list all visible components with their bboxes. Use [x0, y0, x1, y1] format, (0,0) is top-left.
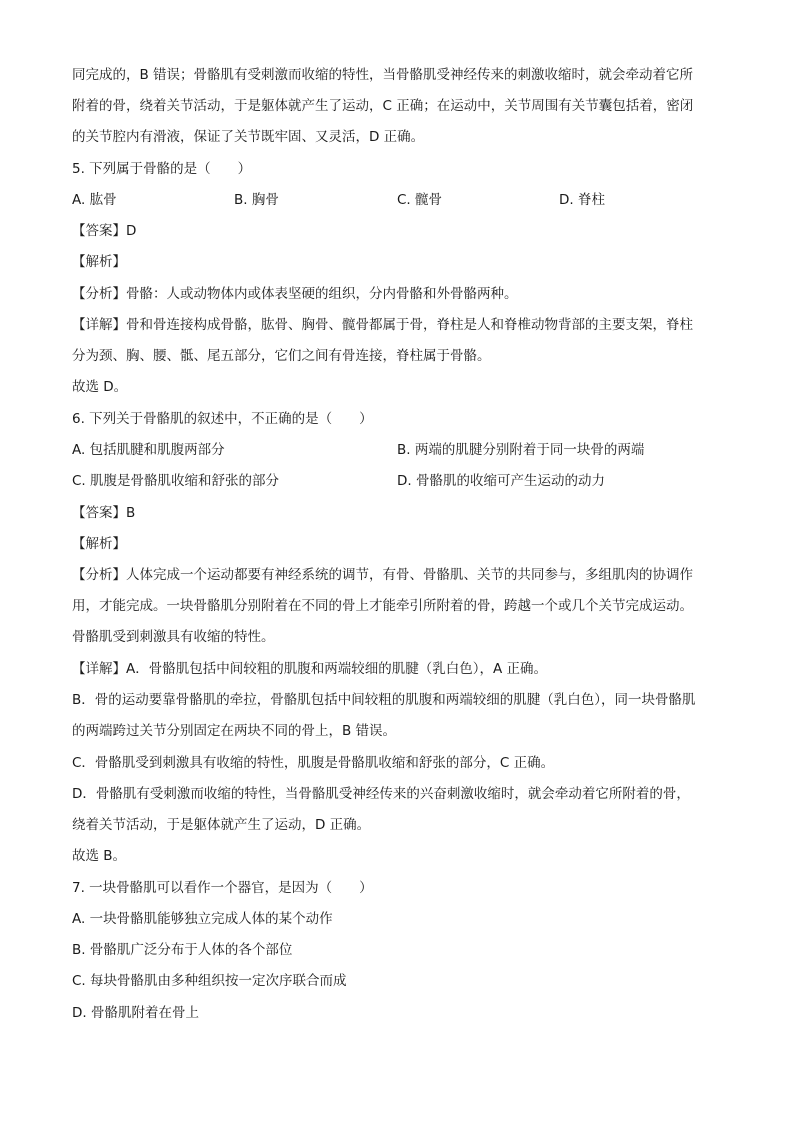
- q6-analysis-line: 用，才能完成。一块骨骼肌分别附着在不同的骨上才能牵引所附着的骨，跨越一个或几个关节完成运动。: [72, 598, 693, 614]
- q6-option-a: A. 包括肌腱和肌腹两部分: [72, 442, 225, 458]
- q5-jiexi-label: 【解析】: [72, 254, 126, 270]
- q6-detail-line: C．骨骼肌受到刺激具有收缩的特性，肌腹是骨骼肌收缩和舒张的部分，C 正确。: [72, 755, 555, 771]
- q5-option-c: C. 髋骨: [397, 192, 443, 208]
- q6-detail-line: B．骨的运动要靠骨骼肌的牵拉，骨骼肌包括中间较粗的肌腹和两端较细的肌腱（乳白色），同一块骨骼肌: [72, 692, 696, 708]
- q6-detail-line: 【详解】A．骨骼肌包括中间较粗的肌腹和两端较细的肌腱（乳白色），A 正确。: [72, 661, 548, 677]
- q6-detail-line: 的两端跨过关节分别固定在两块不同的骨上，B 错误。: [72, 723, 397, 739]
- q5-detail-line: 【详解】骨和骨连接构成骨骼，肱骨、胸骨、髋骨都属于骨，脊柱是人和脊椎动物背部的主要支架，脊柱: [72, 317, 693, 333]
- q7-option-a: A. 一块骨骼肌能够独立完成人体的某个动作: [72, 911, 333, 927]
- q6-jiexi-label: 【解析】: [72, 536, 126, 552]
- q5-conclusion: 故选 D。: [72, 379, 128, 395]
- q7-option-c: C. 每块骨骼肌由多种组织按一定次序联合而成: [72, 973, 347, 989]
- q5-stem: 5. 下列属于骨骼的是（ ）: [72, 161, 252, 177]
- q5-analysis: 【分析】骨骼：人或动物体内或体表坚硬的组织，分内骨骼和外骨骼两种。: [72, 286, 518, 302]
- q5-option-a: A. 肱骨: [72, 192, 117, 208]
- q6-conclusion: 故选 B。: [72, 848, 127, 864]
- prev-detail-line: 的关节腔内有滑液，保证了关节既牢固、又灵活，D 正确。: [72, 129, 425, 145]
- q7-option-b: B. 骨骼肌广泛分布于人体的各个部位: [72, 942, 293, 958]
- q5-option-b: B. 胸骨: [234, 192, 279, 208]
- q5-answer: 【答案】D: [72, 223, 137, 239]
- q6-analysis-line: 骨骼肌受到刺激具有收缩的特性。: [72, 629, 275, 645]
- q6-stem: 6. 下列关于骨骼肌的叙述中，不正确的是（ ）: [72, 411, 373, 427]
- q6-option-c: C. 肌腹是骨骼肌收缩和舒张的部分: [72, 473, 280, 489]
- q6-detail-line: 绕着关节活动，于是躯体就产生了运动，D 正确。: [72, 817, 371, 833]
- q6-option-d: D. 骨骼肌的收缩可产生运动的动力: [397, 473, 605, 489]
- prev-detail-line: 同完成的，B 错误；骨骼肌有受刺激而收缩的特性，当骨骼肌受神经传来的刺激收缩时，就会牵动着它所: [72, 67, 694, 83]
- prev-detail-line: 附着的骨，绕着关节活动，于是躯体就产生了运动，C 正确；在运动中，关节周围有关节囊包括着，密闭: [72, 98, 694, 114]
- q5-option-d: D. 脊柱: [559, 192, 605, 208]
- q7-option-d: D. 骨骼肌附着在骨上: [72, 1005, 199, 1021]
- q6-detail-line: D．骨骼肌有受刺激而收缩的特性，当骨骼肌受神经传来的兴奋刺激收缩时，就会牵动着它所附着的骨，: [72, 786, 690, 802]
- q5-detail-line: 分为颈、胸、腰、骶、尾五部分，它们之间有骨连接，脊柱属于骨骼。: [72, 348, 491, 364]
- q6-analysis-line: 【分析】人体完成一个运动都要有神经系统的调节，有骨、骨骼肌、关节的共同参与，多组肌肉的协调作: [72, 567, 693, 583]
- q7-stem: 7. 一块骨骼肌可以看作一个器官，是因为（ ）: [72, 880, 373, 896]
- q6-option-b: B. 两端的肌腱分别附着于同一块骨的两端: [397, 442, 645, 458]
- q6-answer: 【答案】B: [72, 505, 136, 521]
